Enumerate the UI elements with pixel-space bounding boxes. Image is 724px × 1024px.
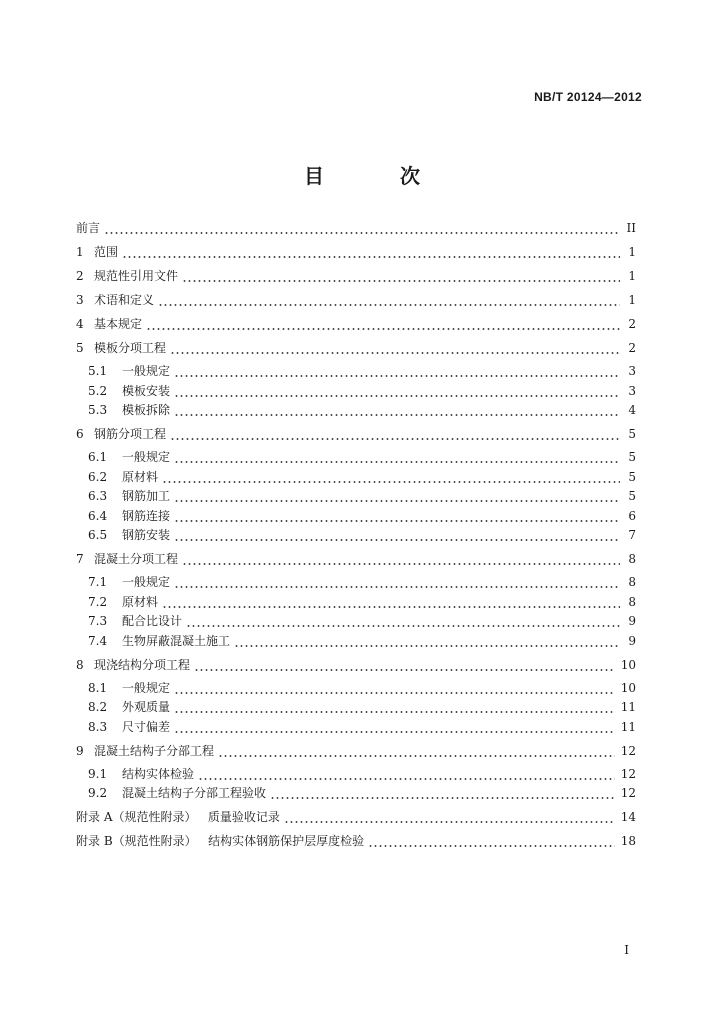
toc-entry[interactable] <box>76 765 636 783</box>
toc-entry[interactable] <box>76 573 636 591</box>
toc-entry[interactable] <box>76 448 636 466</box>
toc-entry-number: 9.2 <box>88 786 108 800</box>
toc-entry-page: 18 <box>620 834 636 848</box>
toc-entry-number: 6.5 <box>88 528 108 542</box>
toc-entry-number: 9.1 <box>88 766 108 781</box>
toc-entry-page: 1 <box>628 293 636 307</box>
toc-entry-title: 钢筋加工 <box>122 489 171 503</box>
toc-entry[interactable] <box>76 632 636 650</box>
toc-entry[interactable] <box>76 656 636 674</box>
toc-entry-title: 一般规定 <box>122 575 171 589</box>
toc-entry-page: II <box>626 221 636 235</box>
toc-entry[interactable] <box>76 362 636 380</box>
toc-entry-title: 规范性引用文件 <box>94 269 179 283</box>
toc-entry-title: 模板拆除 <box>122 403 171 417</box>
toc-entry-page: 12 <box>620 743 636 758</box>
toc-entry-title: 钢筋安装 <box>122 528 171 542</box>
toc-entry-number: 5.3 <box>88 403 108 417</box>
toc-entry-number: 7.2 <box>88 594 108 609</box>
toc-entry-number: 4 <box>76 317 84 331</box>
toc-entry-number: 8 <box>76 657 84 672</box>
toc-entry[interactable] <box>76 267 636 285</box>
toc-entry-title: 混凝土结构子分部工程 <box>94 743 215 758</box>
toc-entry-number: 7.4 <box>88 633 108 648</box>
toc-entry[interactable] <box>76 219 636 237</box>
toc-entry-page: 2 <box>628 341 636 355</box>
toc-entry-page: 11 <box>620 719 636 734</box>
toc-entry[interactable] <box>76 507 636 525</box>
toc-entry[interactable] <box>76 612 636 630</box>
toc-entry-number: 3 <box>76 293 84 307</box>
toc-entry[interactable] <box>76 339 636 357</box>
toc-entry-page: 8 <box>628 552 636 566</box>
standard-code: NB/T 20124—2012 <box>534 90 642 104</box>
toc-entry[interactable] <box>76 382 636 400</box>
toc-entry-title: 附录 B（规范性附录） 结构实体钢筋保护层厚度检验 <box>76 834 365 848</box>
toc-entry[interactable] <box>76 832 636 850</box>
toc-entry-page: 3 <box>628 364 636 378</box>
toc-entry-number: 9 <box>76 743 84 758</box>
toc-entry-title: 原材料 <box>122 594 159 609</box>
toc-entry-title: 混凝土分项工程 <box>94 552 179 566</box>
dot-leader <box>162 468 620 486</box>
dot-leader <box>104 219 620 237</box>
toc-entry[interactable] <box>76 487 636 505</box>
toc-entry-title: 术语和定义 <box>94 293 155 307</box>
toc-entry[interactable] <box>76 679 636 697</box>
toc-entry[interactable] <box>76 808 636 826</box>
toc-entry-title: 附录 A（规范性附录） 质量验收记录 <box>76 810 280 824</box>
dot-leader <box>174 526 620 544</box>
dot-leader <box>182 267 620 285</box>
toc-entry-page: 1 <box>628 269 636 283</box>
toc-entry-title: 范围 <box>94 245 119 259</box>
toc-entry-number: 7.1 <box>88 575 108 589</box>
dot-leader <box>186 612 620 630</box>
toc-entry-number: 1 <box>76 245 84 259</box>
page-number: I <box>624 943 629 957</box>
toc-entry-title: 现浇结构分项工程 <box>94 657 191 672</box>
toc-entry-title: 生物屏蔽混凝土施工 <box>122 633 231 648</box>
toc-entry-page: 6 <box>628 508 636 523</box>
dot-leader <box>174 362 620 380</box>
dot-leader <box>174 382 620 400</box>
toc-entry-page: 5 <box>628 427 636 441</box>
toc-entry-page: 10 <box>620 680 636 695</box>
toc-entry[interactable] <box>76 593 636 611</box>
toc-entry[interactable] <box>76 526 636 544</box>
dot-leader <box>368 832 615 850</box>
dot-leader <box>174 507 620 525</box>
dot-leader <box>146 315 620 333</box>
dot-leader <box>270 784 615 802</box>
toc-entry-title: 一般规定 <box>122 450 171 464</box>
toc-entry-page: 3 <box>628 383 636 398</box>
toc-entry[interactable] <box>76 784 636 802</box>
toc-entry-title: 配合比设计 <box>122 614 183 628</box>
toc-entry-page: 10 <box>620 657 636 672</box>
toc-entry[interactable] <box>76 401 636 419</box>
dot-leader <box>174 487 620 505</box>
toc-entry-title: 前言 <box>76 221 101 235</box>
toc-entry-number: 6.4 <box>88 508 108 523</box>
toc-entry-number: 8.1 <box>88 680 108 695</box>
dot-leader <box>170 425 620 443</box>
dot-leader <box>170 339 620 357</box>
dot-leader <box>174 718 615 736</box>
toc-entry[interactable] <box>76 698 636 716</box>
toc-entry-title: 原材料 <box>122 469 159 484</box>
toc-entry-page: 4 <box>628 403 636 417</box>
toc-entry-page: 12 <box>620 786 636 800</box>
toc-entry-title: 钢筋分项工程 <box>94 427 167 441</box>
toc-entry-number: 7 <box>76 552 84 566</box>
dot-leader <box>234 632 620 650</box>
toc-entry-page: 5 <box>628 489 636 503</box>
toc-entry-number: 5 <box>76 341 84 355</box>
toc-entry-page: 8 <box>628 594 636 609</box>
dot-leader <box>218 742 615 760</box>
dot-leader <box>174 698 615 716</box>
dot-leader <box>174 573 620 591</box>
toc-entry[interactable] <box>76 742 636 760</box>
dot-leader <box>174 401 620 419</box>
dot-leader <box>174 679 615 697</box>
toc-title: 目 次 <box>304 164 448 188</box>
toc-entry-page: 5 <box>628 469 636 484</box>
toc-entry-number: 8.2 <box>88 700 108 714</box>
toc-entry-number: 6.1 <box>88 450 108 464</box>
toc-entry[interactable] <box>76 468 636 486</box>
toc-entry-number: 5.2 <box>88 383 108 398</box>
toc-entry[interactable] <box>76 291 636 309</box>
toc-entry-number: 6 <box>76 427 84 441</box>
toc-entry[interactable] <box>76 550 636 568</box>
toc-entry-title: 一般规定 <box>122 364 171 378</box>
toc-entry-page: 14 <box>620 810 636 824</box>
toc-entry-page: 1 <box>628 245 636 259</box>
toc-entry-title: 模板分项工程 <box>94 341 167 355</box>
toc-entry-number: 7.3 <box>88 614 108 628</box>
toc-entry[interactable] <box>76 315 636 333</box>
toc-entry-title: 外观质量 <box>122 700 171 714</box>
toc-entry-page: 9 <box>628 614 636 628</box>
toc-entry-page: 5 <box>628 450 636 464</box>
toc-entry-title: 基本规定 <box>94 317 143 331</box>
toc-entry-page: 8 <box>628 575 636 589</box>
toc-entry-page: 7 <box>628 528 636 542</box>
dot-leader <box>284 808 615 826</box>
toc-entry-title: 结构实体检验 <box>122 766 195 781</box>
toc-entry-number: 6.2 <box>88 469 108 484</box>
toc-entry-number: 5.1 <box>88 364 108 378</box>
toc-entry-title: 混凝土结构子分部工程验收 <box>122 786 267 800</box>
toc-entry-number: 8.3 <box>88 719 108 734</box>
toc-entry-title: 尺寸偏差 <box>122 719 171 734</box>
dot-leader <box>198 765 615 783</box>
dot-leader <box>122 243 620 261</box>
toc-entry-number: 2 <box>76 269 84 283</box>
toc-entry[interactable] <box>76 243 636 261</box>
toc-entry[interactable] <box>76 425 636 443</box>
dot-leader <box>174 448 620 466</box>
dot-leader <box>158 291 620 309</box>
toc-entry-page: 12 <box>620 766 636 781</box>
dot-leader <box>162 593 620 611</box>
toc-entry-number: 6.3 <box>88 489 108 503</box>
toc-entry[interactable] <box>76 718 636 736</box>
toc-entry-title: 一般规定 <box>122 680 171 695</box>
toc-entry-title: 钢筋连接 <box>122 508 171 523</box>
toc-entry-title: 模板安装 <box>122 383 171 398</box>
toc-entry-page: 11 <box>620 700 636 714</box>
dot-leader <box>194 656 615 674</box>
toc-entry-page: 2 <box>628 317 636 331</box>
toc-entry-page: 9 <box>628 633 636 648</box>
dot-leader <box>182 550 620 568</box>
